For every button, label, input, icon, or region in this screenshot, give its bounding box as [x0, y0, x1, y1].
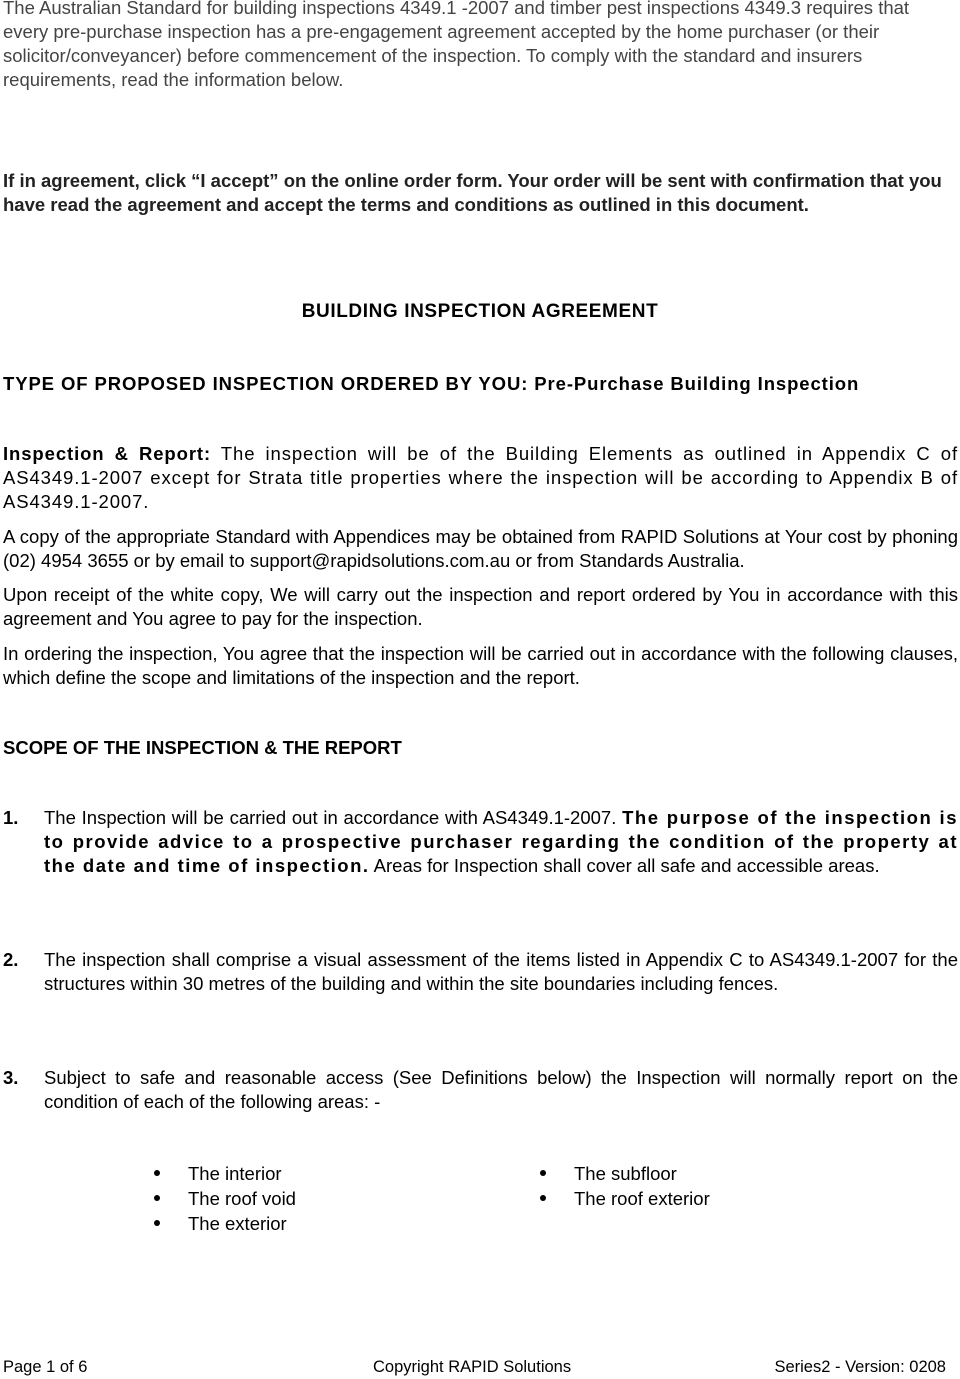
- standard-copy-paragraph: A copy of the appropriate Standard with Appendices may be obtained from RAPID Solutions at Your cost by phoning (02) 4954 3655 or by email to support@rapidsolutions.com.au or from Standards Australia.: [3, 526, 958, 571]
- footer-copyright: Copyright RAPID Solutions: [373, 1358, 572, 1376]
- clause-2-text: The inspection shall comprise a visual assessment of the items listed in Appendix C to AS4349.1-2007 for the structures within 30 metres of the building and within the site boundaries including fences.: [44, 949, 958, 994]
- footer-page-number: Page 1 of 6: [3, 1358, 88, 1376]
- footer-version: Series2 - Version: 0208: [774, 1358, 946, 1376]
- acceptance-instruction: If in agreement, click “I accept” on the online order form. Your order will be sent with confirmation that you have read the agreement and accept the terms and conditions as outlined in this document.: [3, 170, 942, 215]
- clause-1-intro: The Inspection will be carried out in accordance with AS4349.1-2007.: [44, 807, 623, 828]
- inspection-type-heading: TYPE OF PROPOSED INSPECTION ORDERED BY YOU: Pre-Purchase Building Inspection: [3, 373, 860, 394]
- clause-1-areas: Areas for Inspection shall cover all safe and accessible areas.: [369, 855, 880, 876]
- scope-heading: SCOPE OF THE INSPECTION & THE REPORT: [3, 737, 402, 758]
- intro-paragraph: The Australian Standard for building inspections 4349.1 -2007 and timber pest inspections 4349.3 requires that every pre-purchase inspection has a pre-engagement agreement accepted by the home purchaser (or their solicitor/conveyancer) before commencement of the inspection. To comply with the standard and insurers requirements, read the information below.: [3, 0, 910, 90]
- receipt-paragraph: Upon receipt of the white copy, We will carry out the inspection and report ordered by You in accordance with this agreement and You agree to pay for the inspection.: [3, 584, 958, 629]
- list-item: The roof exterior: [540, 1186, 710, 1211]
- list-item: The interior: [154, 1161, 296, 1186]
- clause-1-text: [44, 806, 958, 878]
- clause-1-purpose: The purpose of the inspection is to provide advice to a prospective purchaser regarding the condition of the property at the date and time of inspection.: [44, 807, 958, 876]
- inspection-report-label: Inspection & Report:: [3, 443, 212, 464]
- areas-list-left: [154, 1161, 296, 1236]
- areas-list-right: [540, 1161, 710, 1211]
- inspection-report-paragraph: [3, 442, 958, 514]
- clause-2-number: 2.: [3, 949, 19, 970]
- clause-3-number: 3.: [3, 1067, 19, 1088]
- list-item: The subfloor: [540, 1161, 710, 1186]
- agreement-title: BUILDING INSPECTION AGREEMENT: [301, 301, 659, 322]
- clause-1-number: 1.: [3, 807, 19, 828]
- clause-3-text: Subject to safe and reasonable access (See Definitions below) the Inspection will normally report on the condition of each of the following areas: -: [44, 1067, 958, 1112]
- list-item: The roof void: [154, 1186, 296, 1211]
- ordering-paragraph: In ordering the inspection, You agree that the inspection will be carried out in accordance with the following clauses, which define the scope and limitations of the inspection and the report.: [3, 643, 958, 688]
- inspection-report-text: The inspection will be of the Building Elements as outlined in Appendix C of AS4349.1-2007 except for Strata title properties where the inspection will be according to Appendix B of AS4349.1-2007.: [3, 443, 958, 512]
- list-item: The exterior: [154, 1211, 296, 1236]
